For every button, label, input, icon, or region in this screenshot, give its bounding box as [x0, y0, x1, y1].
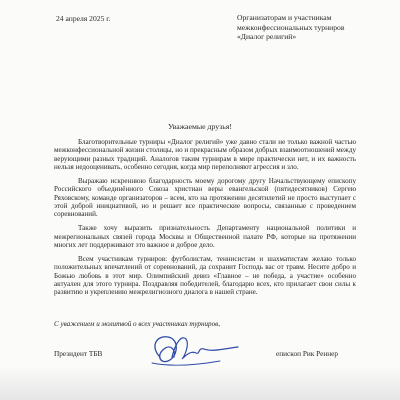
body-paragraph: Всем участникам турниров: футболистам, теннисистам и шахматистам желаю только положительных впечатлений от соревнований, да сохранит Господь вас от травм. Несите добро и Божью любовь в этот мир. Олимпийский девиз «Главное – не победа, а участие» особенно актуален для этого турнира. Поздравляя победителей, благодарю всех, кто прилагает свои силы к развитию и укреплению межрелигиозного диалога в нашей стране. — [54, 255, 356, 296]
signatory-name: епископ Рик Реннер — [276, 349, 339, 358]
body-paragraph: Также хочу выразить признательность Департаменту национальной политики и межрегиональных связей города Москвы и Общественной палате РФ, которые на протяжении многих лет поддерживают это важное и доброе дело. — [54, 224, 356, 249]
handwritten-signature — [142, 327, 242, 371]
letter-date: 24 апреля 2025 г. — [56, 14, 111, 23]
addressee-block — [237, 13, 387, 42]
page-shadow — [0, 366, 400, 400]
greeting: Уважаемые друзья! — [167, 122, 233, 131]
body-paragraph: Выражаю искреннюю благодарность моему дорогому другу Начальствующему епископу Российского объединённого Союза христиан веры евангельской (пятидесятников) Сергею Ряховскому, команде организаторов – всем, кто на протяжении десятилетий не просто выступает с этой доброй инициативой, но и решает все практические вопросы, связанные с проведением соревнований. — [54, 177, 356, 218]
signatory-title: Президент ТБВ — [54, 349, 103, 358]
letter-body — [54, 138, 356, 302]
addressee-line: межконфессиональных турниров — [237, 22, 345, 32]
closing-line: С уважением и молитвой о всех участниках турниров, — [54, 320, 220, 328]
addressee-line: «Диалог религий» — [237, 32, 297, 42]
body-paragraph: Благотворительные турниры «Диалог религий» уже давно стали не только важной частью межконфессиональной жизни столицы, но и прекрасным образом добрых взаимоотношений между верующими разных традиций. Аналогов таким турнирам в мире практически нет, и их важность нельзя недооценивать, особенно сегодня, когда мир переполняют агрессия и зло. — [54, 138, 356, 171]
addressee-line: Организаторам и участникам — [237, 13, 332, 22]
